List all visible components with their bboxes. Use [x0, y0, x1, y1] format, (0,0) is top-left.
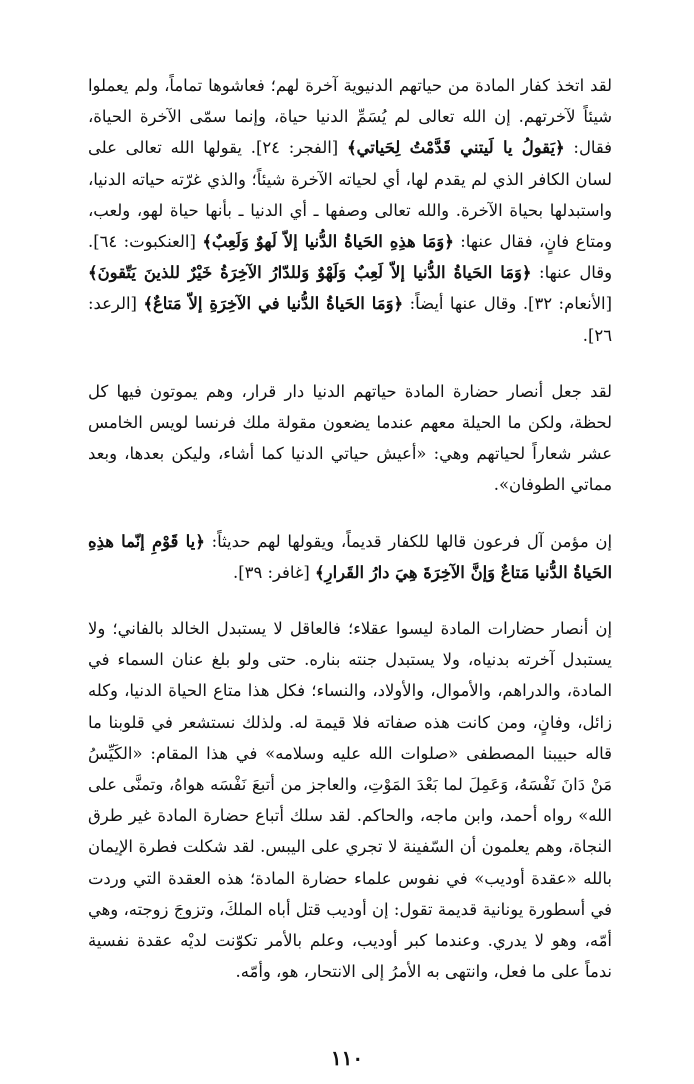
quran-verse: ﴿يا قَوْمِ إنّما هذِهِ الحَياةُ الدُّنيا مَتاعٌ وَإنَّ الآخِرَةَ هِيَ دارُ القَرارِ﴾ — [88, 531, 612, 582]
text-segment: [غافر: ٣٩]. — [233, 562, 316, 582]
quran-verse: ﴿يَقولُ يا لَيتني قَدَّمْتُ لِحَياتي﴾ — [346, 138, 565, 158]
quran-verse: ﴿وَمَا هذِهِ الحَياةُ الدُّنيا إلاّ لَهوٌ وَلَعِبٌ﴾ — [202, 232, 454, 252]
text-segment: [العنكبوت: ٦٤]. وقال عنها: — [88, 232, 612, 283]
text-segment: [الأنعام: ٣٢]. وقال عنها أيضاً: — [403, 294, 612, 314]
text-segment: [الرعد: ٢٦]. — [88, 294, 612, 345]
text-segment: لقد جعل أنصار حضارة المادة حياتهم الدنيا دار قرار، وهم يموتون فيها كل لحظة، ولكن ما الحيلة معهم عندما يضعون مقولة ملك فرنسا لويس الخامس عشر شعاراً لحياتهم وهي: «أعيش حياتي الدنيا كما أشاء، وليكن بعدها، وبعد مماتي الطوفان». — [88, 381, 612, 495]
paragraph-2 — [88, 376, 612, 501]
text-segment: لقد اتخذ كفار المادة من حياتهم الدنيوية آخرة لهم؛ فعاشوها تماماً، ولم يعملوا شيئاً لآخرتهم. إن الله تعالى لم يُسَمِّ الدنيا حياة، وإنما سمّى الآخرة الحياة، فقال: — [88, 76, 612, 158]
text-segment: إن مؤمن آل فرعون قالها للكفار قديماً، ويقولها لهم حديثاً: — [204, 531, 613, 551]
page-number: ١١٠ — [330, 1046, 364, 1070]
paragraph-1 — [88, 70, 612, 351]
paragraph-3 — [88, 526, 612, 588]
text-segment: إن أنصار حضارات المادة ليسوا عقلاء؛ فالعاقل لا يستبدل الخالد بالفاني؛ ولا يستبدل آخرته بدنياه، ولا يستبدل جنته بناره. حتى ولو بلغ عنان السماء في المادة، والدراهم، والأموال، والأولاد، والنساء؛ فكل هذا متاع الحياة الدنيا، وكله زائل، وفانٍ، ومن كانت هذه صفاته فلا قيمة له. ولذلك نستشعر في قلوبنا ما قاله حبيبنا المصطفى «صلوات الله عليه وسلامه» في هذا المقام: «الكَيِّسُ مَنْ دَانَ نَفْسَهُ، وَعَمِلَ لما بَعْدَ المَوْتِ، والعاجز من أتبعَ نَفْسَه هواهُ، وتمنَّى على الله» رواه أحمد، وابن ماجه، والحاكم. لقد سلك أتباع حضارة المادة غير طرق النجاة، وهم يعلمون أن السّفينة لا تجري على اليبس. لقد شكلت فطرة الإيمان بالله «عقدة أوديب» في نفوس علماء حضارة المادة؛ هذه العقدة التي وردت في أسطورة يونانية قديمة تقول: إن أوديب قتل أباه الملكَ، وتزوجَ زوجته، وهي أمّه، وهو لا يدري. وعندما كبر أوديب، وعلم بالأمر تكوّنت لديْه عقدة نفسية ندماً على ما فعل، وانتهى به الأمرُ إلى الانتحار، هو، وأمّه. — [88, 619, 612, 982]
paragraph-4 — [88, 613, 612, 987]
quran-verse: ﴿وَمَا الحَياةُ الدُّنيا إلاّ لَعِبٌ وَلَهْوٌ وَللدّارُ الآخِرَةُ خَيْرٌ للذينَ يَتّقونَ﴾ — [88, 263, 532, 283]
quran-verse: ﴿وَمَا الحَياةُ الدُّنيا في الآخِرَةِ إلاّ مَتاعٌ﴾ — [143, 294, 404, 314]
text-segment: [الفجر: ٢٤]. يقولها الله تعالى على لسان الكافر الذي لم يقدم لها، أي لحياته الآخرة شيئاً؛ والذي غرّته حياته الدنيا، واستبدلها بحياة الآخرة. والله تعالى وصفها ـ أي الدنيا ـ بأنها حياة لهو، ولعب، ومتاع فانٍ، فقال عنها: — [88, 138, 612, 252]
